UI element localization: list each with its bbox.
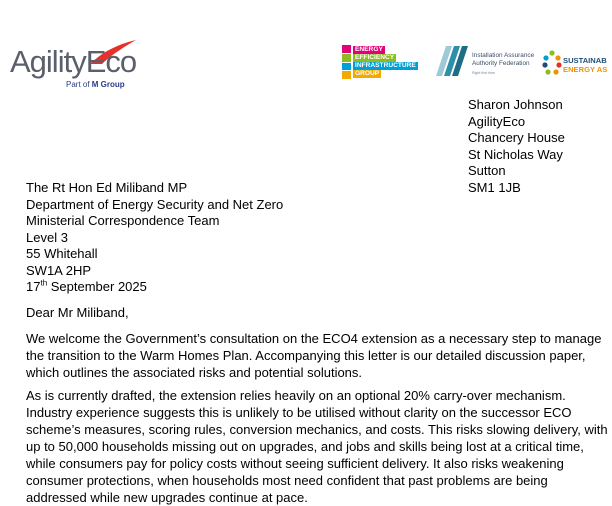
iaaf-logo [434,44,534,84]
agilityeco-wordmark: AgilityEco [10,44,137,79]
paragraph-line: scheme’s measures, scoring rules, conversion mechanics, and costs. This risks slowing delivery, with [26,422,608,437]
recipient-line: Department of Energy Security and Net Zero [26,196,284,212]
paragraph-line: As is currently drafted, the extension relies heavily on an optional 20% carry-over mechanism. [26,388,566,403]
recipient-line: Level 3 [26,229,68,245]
eeig-line-4: GROUP [355,70,380,77]
paragraph-line: We welcome the Government’s consultation on the ECO4 extension as a necessary step to manage [26,331,602,346]
sender-address [468,97,565,196]
sea-mark-icon [542,48,562,78]
body-paragraph-2 [26,387,608,506]
agilityeco-tagline [66,80,125,89]
paragraph-line: the transition to the Warm Homes Plan. Accompanying this letter is our detailed discussion paper, [26,348,586,363]
recipient-line: Ministerial Correspondence Team [26,213,220,228]
sender-line: SM1 1JB [468,179,521,195]
eeig-line-3: INFRASTRUCTURE [355,62,416,69]
eeig-text [353,46,418,78]
sea-name-line-2: ENERGY AS [563,65,608,74]
tagline-prefix: Part of [66,80,92,89]
date-day: 17 [26,279,41,294]
iaaf-name [472,52,534,68]
salutation: Dear Mr Miliband, [26,305,129,320]
sender-line: AgilityEco [468,113,526,129]
iaaf-mark-icon [434,46,470,76]
iaaf-subtitle: Right first time [472,71,495,75]
sender-line: Sharon Johnson [468,97,563,112]
sender-line: St Nicholas Way [468,146,563,162]
sender-line: Chancery House [468,130,565,145]
paragraph-line: which outlines the associated risks and potential solutions. [26,365,363,380]
paragraph-line: while consumers pay for policy costs without seeing sufficient delivery. It also risks weakening [26,456,564,471]
date-rest: September 2025 [47,279,147,294]
recipient-line: The Rt Hon Ed Miliband MP [26,180,188,195]
paragraph-line: consumer protections, when households most need confident that past problems are being [26,473,548,488]
sea-name-line-1: SUSTAINAB [563,56,607,65]
body-paragraph-1 [26,330,602,381]
paragraph-line: Industry experience suggests this is unlikely to be utilised without clarity on the successor ECO [26,405,572,420]
date-suffix: th [40,278,48,288]
letter-date [26,279,147,294]
sender-line: Sutton [468,163,506,178]
eeig-logo [342,45,424,81]
agilityeco-logo [10,38,140,94]
recipient-address [26,180,283,279]
eeig-line-1: ENERGY [355,46,383,53]
eeig-mark-icon [342,45,351,79]
recipient-line: SW1A 2HP [26,262,92,278]
eeig-line-2: EFFICIENCY [355,54,395,61]
iaaf-name-line-1: Installation Assurance [472,52,535,59]
iaaf-name-line-2: Authority Federation [472,60,530,67]
sea-logo [542,46,612,86]
tagline-brand: M Group [91,80,125,89]
recipient-line: 55 Whitehall [26,246,98,261]
paragraph-line: up to 50,000 households missing out on upgrades, and jobs and skills being lost at a critical time, [26,439,584,454]
paragraph-line: addressed while new upgrades continue at pace. [26,490,308,505]
sea-name [563,56,607,74]
